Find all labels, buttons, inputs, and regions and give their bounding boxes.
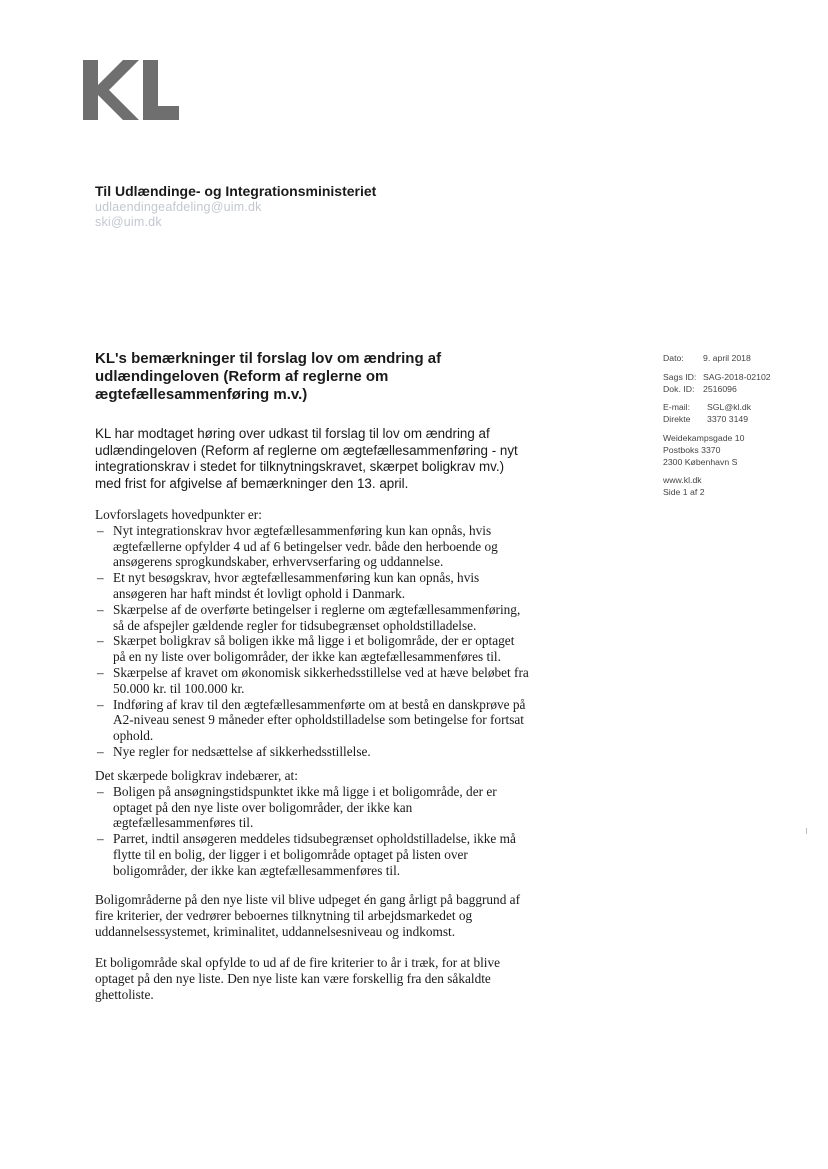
paragraph-line: uddannelsessystemet, kriminalitet, uddannelsesniveau og indkomst. xyxy=(95,923,456,939)
list-item-line: Parret, indtil ansøgeren meddeles tidsubegrænset opholdstilladelse, ikke må xyxy=(113,831,516,847)
title-line: udlændingeloven (Reform af reglerne om xyxy=(95,368,389,385)
list-item-line: Et nyt besøgskrav, hvor ægtefællesammenføring kun kan opnås, hvis xyxy=(113,570,480,586)
list-item-line: Nye regler for nedsættelse af sikkerhedsstillelse. xyxy=(113,743,371,759)
housing-requirement-section xyxy=(95,768,560,879)
list-item xyxy=(95,570,560,602)
sags-id-value: SAG-2018-02102 xyxy=(703,371,771,382)
list-item-line: ansøgerens sprogkundskaber, erhvervserfaring og uddannelse. xyxy=(113,554,444,570)
page-number: Side 1 af 2 xyxy=(663,487,705,498)
list-item-line: Boligen på ansøgningstidspunktet ikke må ligge i et boligområde, der er xyxy=(113,783,497,799)
bullet-dash: – xyxy=(97,783,104,799)
date-value: 9. april 2018 xyxy=(703,353,751,363)
paragraph-line: optaget på den nye liste. Den nye liste kan være forskellig fra den såkaldte xyxy=(95,970,491,986)
list-item-line: ansøgeren har haft mindst ét lovligt ophold i Danmark. xyxy=(113,585,406,601)
bullet-dash: – xyxy=(97,743,104,759)
bullet-dash: – xyxy=(97,633,104,649)
list-item-line: ophold. xyxy=(113,728,154,744)
address-block xyxy=(663,433,803,468)
intro-line: med frist for afgivelse af bemærkninger den 13. april. xyxy=(95,475,409,491)
main-points-section xyxy=(95,507,560,760)
list-item xyxy=(95,831,560,878)
list-item xyxy=(95,784,560,831)
address-line: Postboks 3370 xyxy=(663,444,721,455)
bullet-dash: – xyxy=(97,664,104,680)
list-item xyxy=(95,523,560,570)
title-line: KL's bemærkninger til forslag lov om ændring af xyxy=(95,350,442,367)
list-item-line: flytte til en bolig, der ligger i et boligområde optaget på listen over xyxy=(113,846,468,862)
website-link[interactable]: www.kl.dk xyxy=(663,475,702,486)
email-label: E-mail: xyxy=(663,402,691,413)
list-item xyxy=(95,602,560,634)
bullet-dash: – xyxy=(97,570,104,586)
contact-block xyxy=(663,402,803,426)
address-line: Weidekampsgade 10 xyxy=(663,432,745,443)
bullet-dash: – xyxy=(97,601,104,617)
paragraph-line: Et boligområde skal opfylde to ud af de fire kriterier to år i træk, for at blive xyxy=(95,955,501,970)
paragraph xyxy=(95,892,560,939)
recipient-block xyxy=(95,183,376,230)
kl-logo xyxy=(83,60,179,120)
address-line: 2300 København S xyxy=(663,456,738,467)
list-item-line: Skærpet boligkrav så boligen ikke må ligge i et boligområde, der er optaget xyxy=(113,633,515,649)
intro-paragraph xyxy=(95,426,535,492)
paragraph xyxy=(95,955,560,1002)
id-block xyxy=(663,372,803,396)
paragraph-line: ghettoliste. xyxy=(95,986,154,1002)
email-value[interactable]: SGL@kl.dk xyxy=(707,402,752,413)
title-line: ægtefællesammenføring m.v.) xyxy=(95,386,308,403)
list-item-line: Indføring af krav til den ægtefællesammenførte om at bestå en danskprøve på xyxy=(113,696,526,712)
list-item xyxy=(95,697,560,744)
list-item-line: Skærpelse af de overførte betingelser i reglerne om ægtefællesammenføring, xyxy=(113,601,521,617)
dok-id-value: 2516096 xyxy=(703,383,737,394)
dok-id-label: Dok. ID: xyxy=(663,383,695,394)
paragraph-line: fire kriterier, der vedrører beboernes tilknytning til arbejdsmarkedet og xyxy=(95,907,473,923)
intro-line: KL har modtaget høring over udkast til forslag til lov om ændring af xyxy=(95,426,490,441)
list-item-line: på en ny liste over boligområder, der ikke kan ægtefællesammenføres til. xyxy=(113,649,501,665)
list-item-line: så de afspejler gældende regler for tidsubegrænset opholdstilladelse. xyxy=(113,617,477,633)
document-title xyxy=(95,350,475,404)
bullet-dash: – xyxy=(97,696,104,712)
list-item-line: 50.000 kr. til 100.000 kr. xyxy=(113,680,245,696)
bullet-dash: – xyxy=(97,831,104,847)
list-item xyxy=(95,744,560,760)
direkte-label: Direkte xyxy=(663,414,691,425)
list-item-line: ægtefællesammenføres til. xyxy=(113,815,254,831)
section-heading: Lovforslagets hovedpunkter er: xyxy=(95,507,262,522)
section-heading: Det skærpede boligkrav indebærer, at: xyxy=(95,768,298,783)
bullet-dash: – xyxy=(97,522,104,538)
recipient-email-1[interactable]: udlaendingeafdeling@uim.dk xyxy=(95,200,262,214)
date-label: Dato: xyxy=(663,353,684,363)
list-item xyxy=(95,665,560,697)
date-block xyxy=(663,353,803,365)
sags-id-label: Sags ID: xyxy=(663,371,697,382)
list-item xyxy=(95,633,560,665)
list-item-line: optaget på den nye liste over boligområder, der ikke kan xyxy=(113,799,413,815)
list-item-line: Nyt integrationskrav hvor ægtefællesammenføring kun kan opnås, hvis xyxy=(113,522,492,538)
recipient-email-2[interactable]: ski@uim.dk xyxy=(95,215,162,229)
direkte-value: 3370 3149 xyxy=(707,414,749,425)
list-item-line: boligområder, der ikke kan ægtefællesammenføres til. xyxy=(113,862,401,878)
list-item-line: Skærpelse af kravet om økonomisk sikkerhedsstillelse ved at hæve beløbet fra xyxy=(113,664,529,680)
recipient-name: Til Udlændinge- og Integrationsministeriet xyxy=(95,183,377,199)
intro-line: udlændingeloven (Reform af reglerne om ægtefællesammenføring - nyt xyxy=(95,442,518,458)
paragraph-line: Boligområderne på den nye liste vil blive udpeget én gang årligt på baggrund af xyxy=(95,892,521,907)
list-item-line: A2-niveau senest 9 måneder efter opholdstilladelse som betingelse for fortsat xyxy=(113,712,524,728)
list-item-line: ægtefællerne opfylder 4 ud af 6 betingelser vedr. både den herboende og xyxy=(113,538,498,554)
web-block xyxy=(663,475,803,499)
letter-meta-sidebar xyxy=(663,353,803,506)
scan-mark xyxy=(806,828,807,834)
intro-line: integrationskrav i stedet for tilknytningskravet, skærpet boligkrav mv.) xyxy=(95,459,505,474)
